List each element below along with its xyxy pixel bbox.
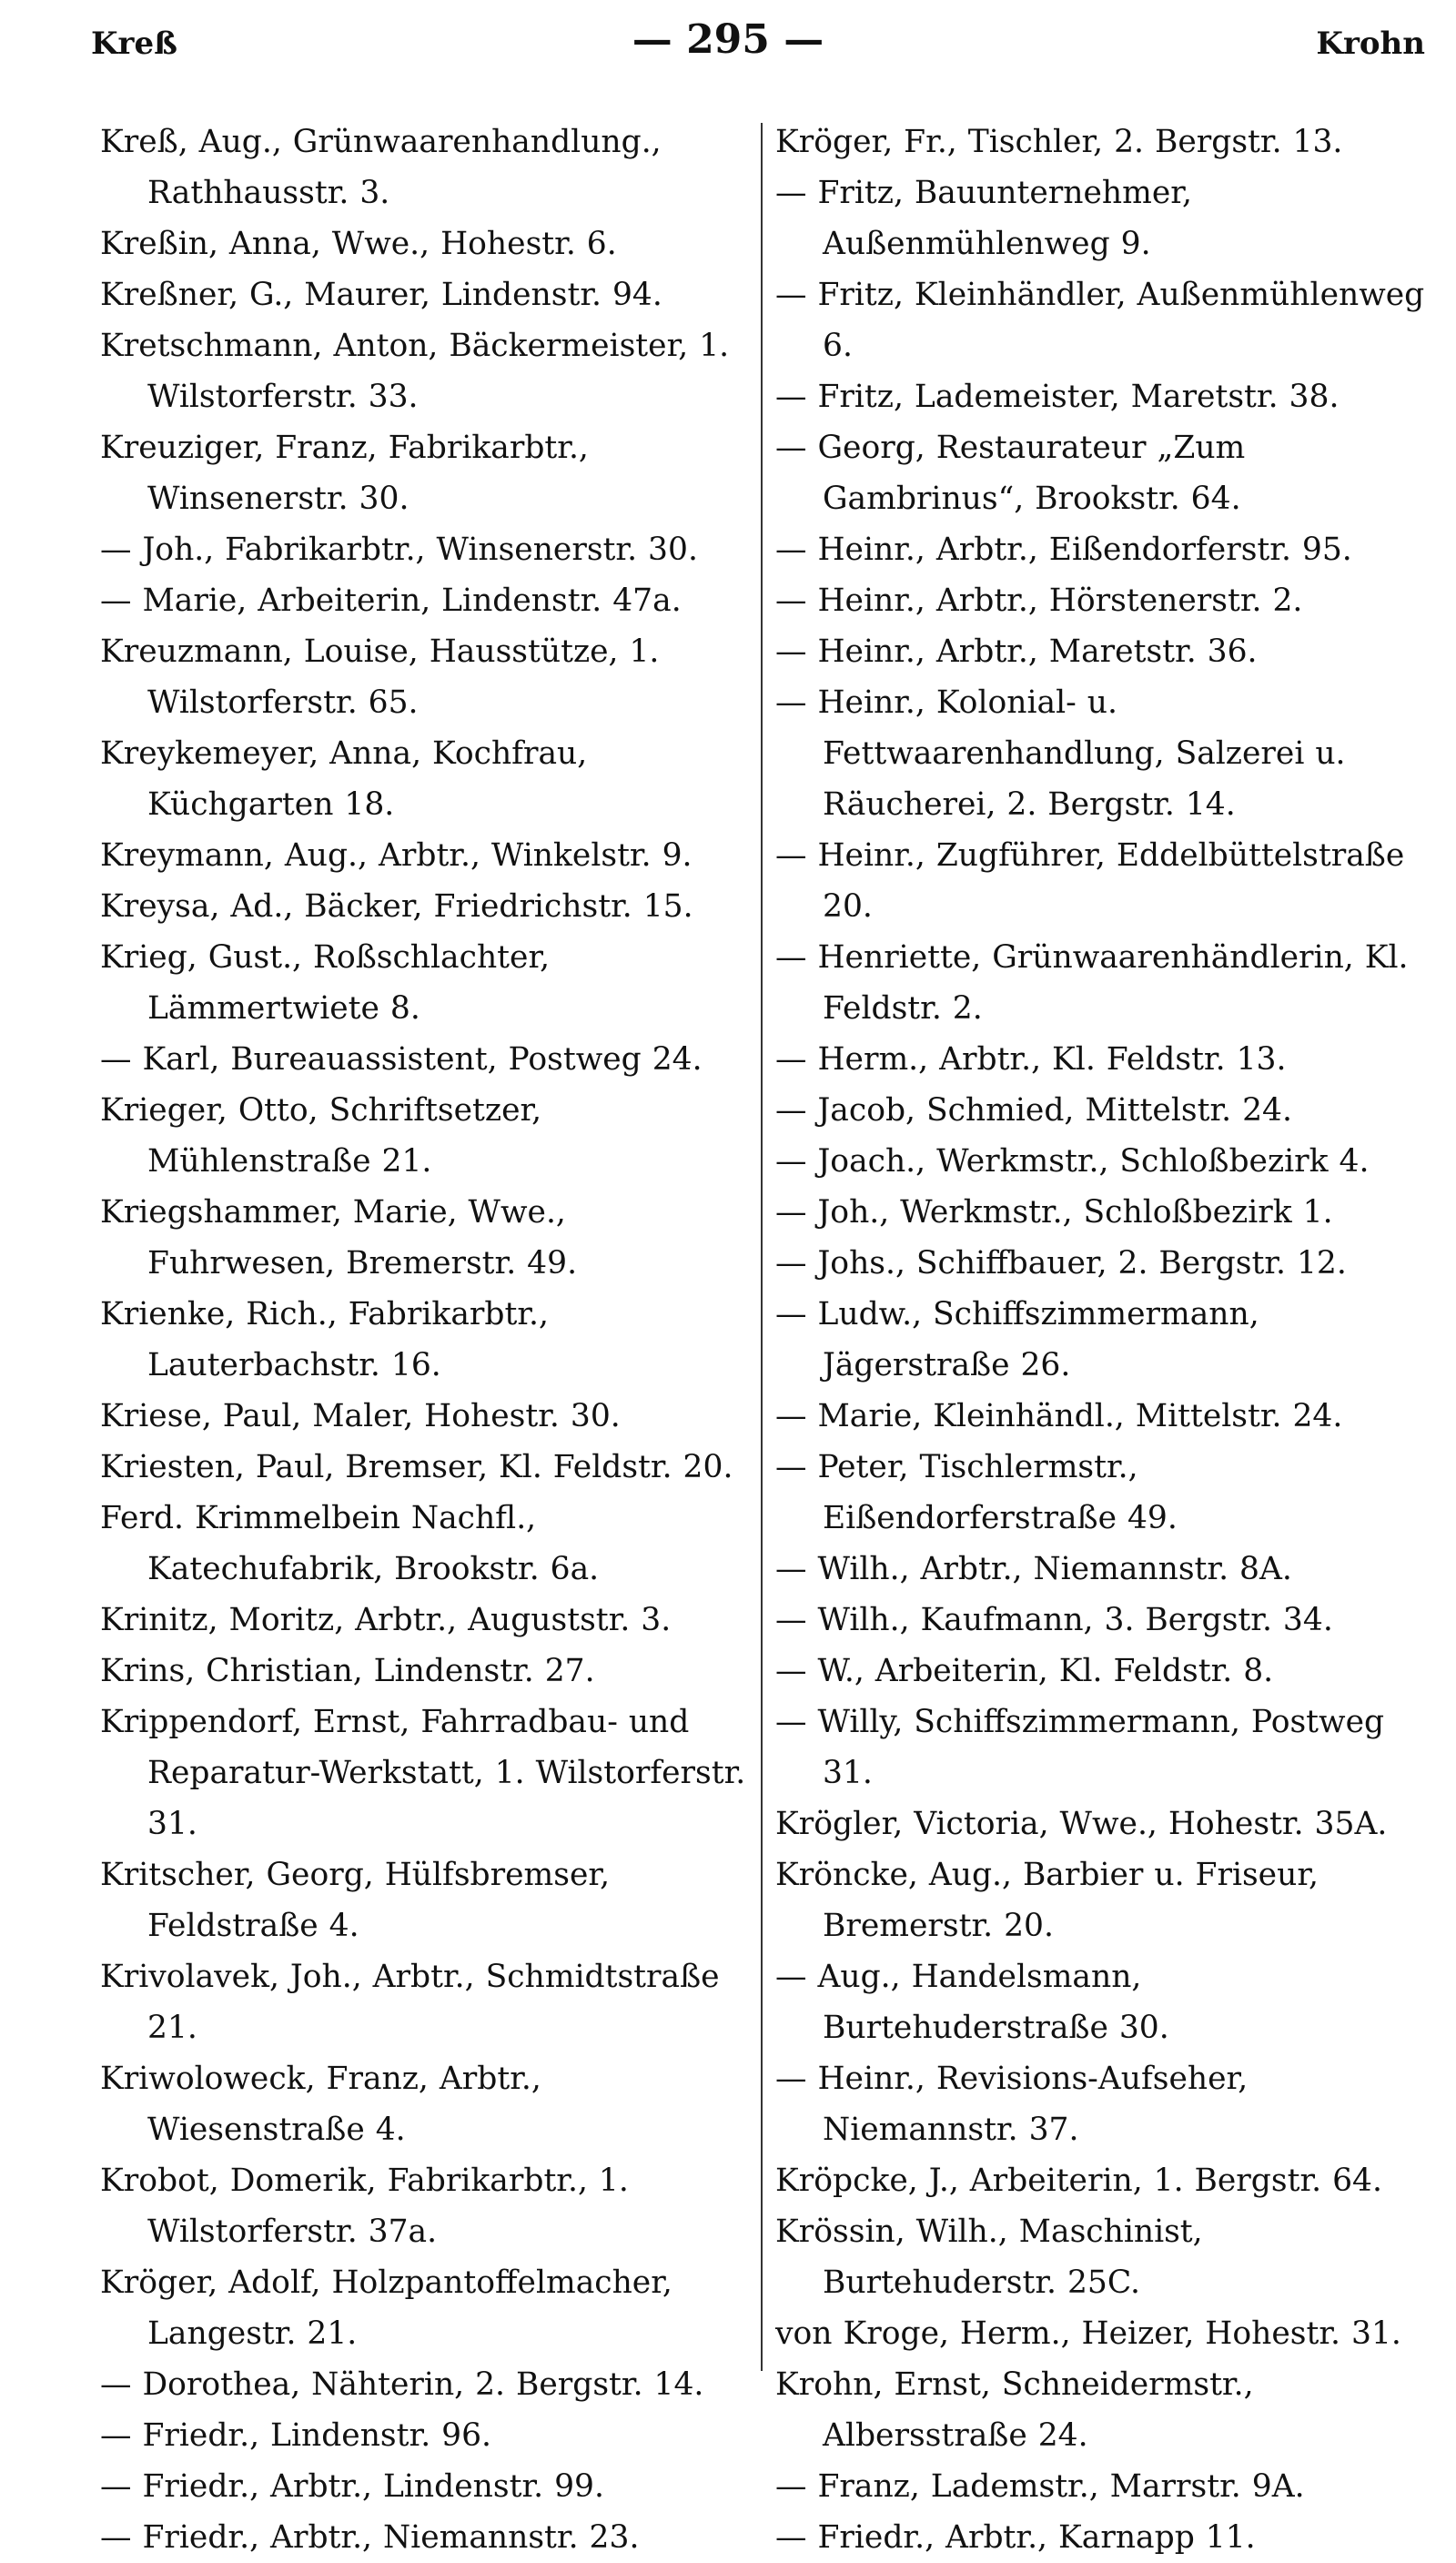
directory-entry: — Marie, Arbeiterin, Lindenstr. 47a.	[100, 582, 682, 619]
directory-entry: Krieg, Gust., Roßschlachter, Lämmertwiete 8.	[100, 939, 551, 1027]
directory-entry: — Wilh., Kaufmann, 3. Bergstr. 34.	[775, 1602, 1333, 1638]
directory-entry: Kreßner, G., Maurer, Lindenstr. 94.	[100, 277, 662, 313]
column-divider	[761, 123, 763, 2371]
directory-entry: — Heinr., Zugführer, Eddelbüttelstraße 20.	[775, 837, 1405, 925]
directory-entry: Kriwoloweck, Franz, Arbtr., Wiesenstraße 4.	[100, 2061, 541, 2148]
directory-entry: — W., Arbeiterin, Kl. Feldstr. 8.	[775, 1653, 1274, 1689]
directory-entry: Krippendorf, Ernst, Fahrradbau- und Reparatur-Werkstatt, 1. Wilstorferstr. 31.	[100, 1704, 746, 1842]
directory-entry: Kröger, Adolf, Holzpantoffelmacher, Langestr. 21.	[100, 2264, 672, 2352]
page-number: — 295 —	[632, 16, 824, 63]
directory-entry: Kreß, Aug., Grünwaarenhandlung., Rathhausstr. 3.	[100, 124, 662, 211]
directory-entry: Kröncke, Aug., Barbier u. Friseur, Bremerstr. 20.	[775, 1857, 1319, 1944]
directory-entry: — Joh., Werkmstr., Schloßbezirk 1.	[775, 1194, 1333, 1231]
directory-entry: — Friedr., Arbtr., Karnapp 11.	[775, 2519, 1256, 2556]
directory-entry: Kriese, Paul, Maler, Hohestr. 30.	[100, 1398, 621, 1434]
directory-entry: — Friedr., Arbtr., Lindenstr. 99.	[100, 2468, 604, 2505]
directory-entry: Krinitz, Moritz, Arbtr., Auguststr. 3.	[100, 1602, 672, 1638]
directory-entry: Kritscher, Georg, Hülfsbremser, Feldstraße 4.	[100, 1857, 611, 1944]
left-column	[100, 116, 752, 2563]
directory-entry: — Heinr., Revisions-Aufseher, Niemannstr. 37.	[775, 2061, 1249, 2148]
directory-entry: Krins, Christian, Lindenstr. 27.	[100, 1653, 595, 1689]
directory-entry: — Joh., Fabrikarbtr., Winsenerstr. 30.	[100, 532, 698, 568]
directory-entry: — Friedr., Lindenstr. 96.	[100, 2417, 491, 2454]
directory-entry: — Marie, Kleinhändl., Mittelstr. 24.	[775, 1398, 1343, 1434]
directory-entry: — Fritz, Kleinhändler, Außenmühlenweg 6.	[775, 277, 1425, 364]
directory-entry: Kreymann, Aug., Arbtr., Winkelstr. 9.	[100, 837, 693, 874]
directory-entry: — Henriette, Grünwaarenhändlerin, Kl. Feldstr. 2.	[775, 939, 1409, 1027]
running-head-left: Kreß	[91, 25, 177, 62]
directory-entry: — Joach., Werkmstr., Schloßbezirk 4.	[775, 1143, 1370, 1180]
directory-entry: — Fritz, Bauunternehmer, Außenmühlenweg 9.	[775, 175, 1192, 262]
directory-entry: — Fritz, Lademeister, Maretstr. 38.	[775, 379, 1340, 415]
directory-entry: — Willy, Schiffszimmermann, Postweg 31.	[775, 1704, 1385, 1791]
directory-entry: — Heinr., Arbtr., Maretstr. 36.	[775, 633, 1258, 670]
directory-entry: — Friedr., Arbtr., Niemannstr. 23.	[100, 2519, 640, 2556]
directory-entry: Krobot, Domerik, Fabrikarbtr., 1. Wilstorferstr. 37a.	[100, 2163, 629, 2250]
directory-entry: Kreysa, Ad., Bäcker, Friedrichstr. 15.	[100, 888, 693, 925]
directory-entry: — Jacob, Schmied, Mittelstr. 24.	[775, 1092, 1292, 1129]
directory-entry: Krienke, Rich., Fabrikarbtr., Lauterbachstr. 16.	[100, 1296, 549, 1383]
directory-entry: Kreuzmann, Louise, Hausstütze, 1. Wilstorferstr. 65.	[100, 633, 660, 721]
directory-entry: — Dorothea, Nähterin, 2. Bergstr. 14.	[100, 2366, 704, 2403]
directory-entry: — Heinr., Arbtr., Eißendorferstr. 95.	[775, 532, 1352, 568]
directory-entry: — Wilh., Arbtr., Niemannstr. 8A.	[775, 1551, 1292, 1587]
directory-entry: Krohn, Ernst, Schneidermstr., Albersstraße 24.	[775, 2366, 1254, 2454]
directory-entry: Kröger, Fr., Tischler, 2. Bergstr. 13.	[775, 124, 1343, 160]
directory-entry: Kriesten, Paul, Bremser, Kl. Feldstr. 20.	[100, 1449, 733, 1485]
directory-entry: — Aug., Handelsmann, Burtehuderstraße 30.	[775, 1959, 1169, 2046]
running-head-right: Krohn	[1316, 25, 1425, 62]
directory-entry: Kreuziger, Franz, Fabrikarbtr., Winsenerstr. 30.	[100, 430, 589, 517]
directory-entry: Krössin, Wilh., Maschinist, Burtehuderstr. 25C.	[775, 2214, 1203, 2301]
directory-entry: Ferd. Krimmelbein Nachfl., Katechufabrik, Brookstr. 6a.	[100, 1500, 600, 1587]
directory-entry: — Heinr., Arbtr., Hörstenerstr. 2.	[775, 582, 1303, 619]
directory-entry: Krögler, Victoria, Wwe., Hohestr. 35A.	[775, 1806, 1388, 1842]
directory-entry: — Karl, Bureauassistent, Postweg 24.	[100, 1041, 703, 1078]
directory-entry: — Johs., Schiffbauer, 2. Bergstr. 12.	[775, 1245, 1347, 1282]
directory-entry: Kreßin, Anna, Wwe., Hohestr. 6.	[100, 226, 617, 262]
directory-entry: Krieger, Otto, Schriftsetzer, Mühlenstraße 21.	[100, 1092, 542, 1180]
directory-entry: — Herm., Arbtr., Kl. Feldstr. 13.	[775, 1041, 1287, 1078]
directory-entry: — Peter, Tischlermstr., Eißendorferstraße 49.	[775, 1449, 1178, 1536]
directory-entry: von Kroge, Herm., Heizer, Hohestr. 31.	[775, 2315, 1401, 2352]
directory-entry: Kreykemeyer, Anna, Kochfrau, Küchgarten 18.	[100, 735, 588, 823]
directory-entry: Krivolavek, Joh., Arbtr., Schmidtstraße 21.	[100, 1959, 720, 2046]
directory-entry: — Heinr., Kolonial- u. Fettwaarenhandlung, Salzerei u. Räucherei, 2. Bergstr. 14.	[775, 684, 1346, 823]
directory-entry: — Ludw., Schiffszimmermann, Jägerstraße 26.	[775, 1296, 1259, 1383]
directory-entry: — Georg, Restaurateur „Zum Gambrinus“, Brookstr. 64.	[775, 430, 1246, 517]
directory-entry: Kröpcke, J., Arbeiterin, 1. Bergstr. 64.	[775, 2163, 1382, 2199]
right-column	[775, 116, 1438, 2563]
directory-entry: Kretschmann, Anton, Bäckermeister, 1. Wilstorferstr. 33.	[100, 328, 730, 415]
directory-entry: Kriegshammer, Marie, Wwe., Fuhrwesen, Bremerstr. 49.	[100, 1194, 578, 1282]
directory-entry: — Franz, Lademstr., Marrstr. 9A.	[775, 2468, 1305, 2505]
